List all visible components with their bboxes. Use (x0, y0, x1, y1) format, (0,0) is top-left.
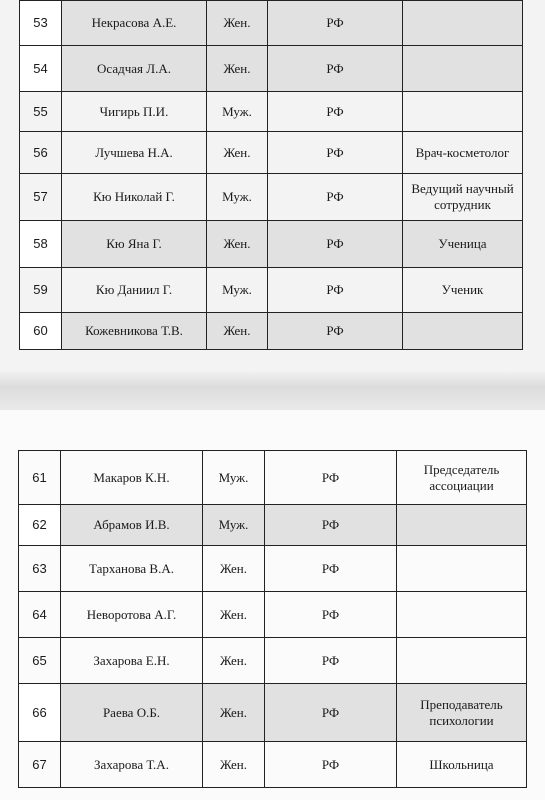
row-note (403, 46, 523, 92)
table-row (20, 132, 523, 174)
row-note (403, 92, 523, 132)
row-name: Чигирь П.И. (62, 92, 207, 132)
row-gender: Жен. (203, 592, 265, 638)
row-country: РФ (265, 592, 397, 638)
row-country: РФ (265, 505, 397, 546)
row-country: РФ (268, 221, 403, 268)
row-gender: Муж. (207, 268, 268, 313)
row-note: Преподаватель психологии (397, 684, 527, 742)
row-name: Кю Яна Г. (62, 221, 207, 268)
row-gender: Жен. (207, 221, 268, 268)
row-country: РФ (265, 684, 397, 742)
row-name: Осадчая Л.А. (62, 46, 207, 92)
row-number: 53 (20, 1, 62, 46)
table-row (19, 592, 527, 638)
row-country: РФ (268, 92, 403, 132)
row-country: РФ (265, 742, 397, 788)
row-country: РФ (268, 132, 403, 174)
row-gender: Жен. (203, 546, 265, 592)
table-row (20, 1, 523, 46)
row-number: 64 (19, 592, 61, 638)
row-note (403, 1, 523, 46)
row-note (397, 505, 527, 546)
row-name: Кю Даниил Г. (62, 268, 207, 313)
row-number: 59 (20, 268, 62, 313)
row-note: Врач-косметолог (403, 132, 523, 174)
row-country: РФ (268, 268, 403, 313)
table-row (20, 268, 523, 313)
row-number: 62 (19, 505, 61, 546)
row-name: Захарова Т.А. (61, 742, 203, 788)
row-note (403, 313, 523, 350)
row-number: 54 (20, 46, 62, 92)
row-number: 56 (20, 132, 62, 174)
row-name: Тарханова В.А. (61, 546, 203, 592)
row-note (397, 546, 527, 592)
row-note: Председатель ассоциации (397, 451, 527, 505)
row-number: 67 (19, 742, 61, 788)
row-name: Захарова Е.Н. (61, 638, 203, 684)
row-note: Ученица (403, 221, 523, 268)
row-country: РФ (268, 46, 403, 92)
table-row (20, 92, 523, 132)
row-name: Неворотова А.Г. (61, 592, 203, 638)
row-number: 63 (19, 546, 61, 592)
row-gender: Муж. (207, 174, 268, 221)
row-gender: Жен. (207, 46, 268, 92)
row-country: РФ (268, 174, 403, 221)
table-row (19, 505, 527, 546)
table-row (20, 174, 523, 221)
row-gender: Жен. (203, 638, 265, 684)
table-row (20, 313, 523, 350)
row-country: РФ (265, 451, 397, 505)
row-name: Лучшева Н.А. (62, 132, 207, 174)
row-gender: Жен. (207, 1, 268, 46)
table-row (19, 684, 527, 742)
row-gender: Жен. (207, 313, 268, 350)
row-note: Школьница (397, 742, 527, 788)
row-gender: Муж. (207, 92, 268, 132)
row-gender: Муж. (203, 505, 265, 546)
row-number: 58 (20, 221, 62, 268)
row-country: РФ (268, 313, 403, 350)
row-gender: Жен. (203, 742, 265, 788)
row-name: Некрасова А.Е. (62, 1, 207, 46)
row-number: 57 (20, 174, 62, 221)
row-name: Раева О.Б. (61, 684, 203, 742)
row-number: 60 (20, 313, 62, 350)
row-number: 55 (20, 92, 62, 132)
row-country: РФ (268, 1, 403, 46)
row-note (397, 592, 527, 638)
table-row (20, 221, 523, 268)
page-gap (0, 372, 545, 410)
row-gender: Муж. (203, 451, 265, 505)
table-row (19, 451, 527, 505)
table-row (19, 742, 527, 788)
row-note (397, 638, 527, 684)
row-name: Кю Николай Г. (62, 174, 207, 221)
row-country: РФ (265, 638, 397, 684)
row-number: 65 (19, 638, 61, 684)
row-name: Абрамов И.В. (61, 505, 203, 546)
row-name: Макаров К.Н. (61, 451, 203, 505)
table-row (19, 638, 527, 684)
row-gender: Жен. (203, 684, 265, 742)
row-gender: Жен. (207, 132, 268, 174)
participants-table-bottom (18, 450, 527, 788)
row-name: Кожевникова Т.В. (62, 313, 207, 350)
table-row (19, 546, 527, 592)
row-note: Ученик (403, 268, 523, 313)
row-number: 66 (19, 684, 61, 742)
row-number: 61 (19, 451, 61, 505)
participants-table-top (19, 0, 523, 350)
table-row (20, 46, 523, 92)
row-note: Ведущий научный сотрудник (403, 174, 523, 221)
row-country: РФ (265, 546, 397, 592)
